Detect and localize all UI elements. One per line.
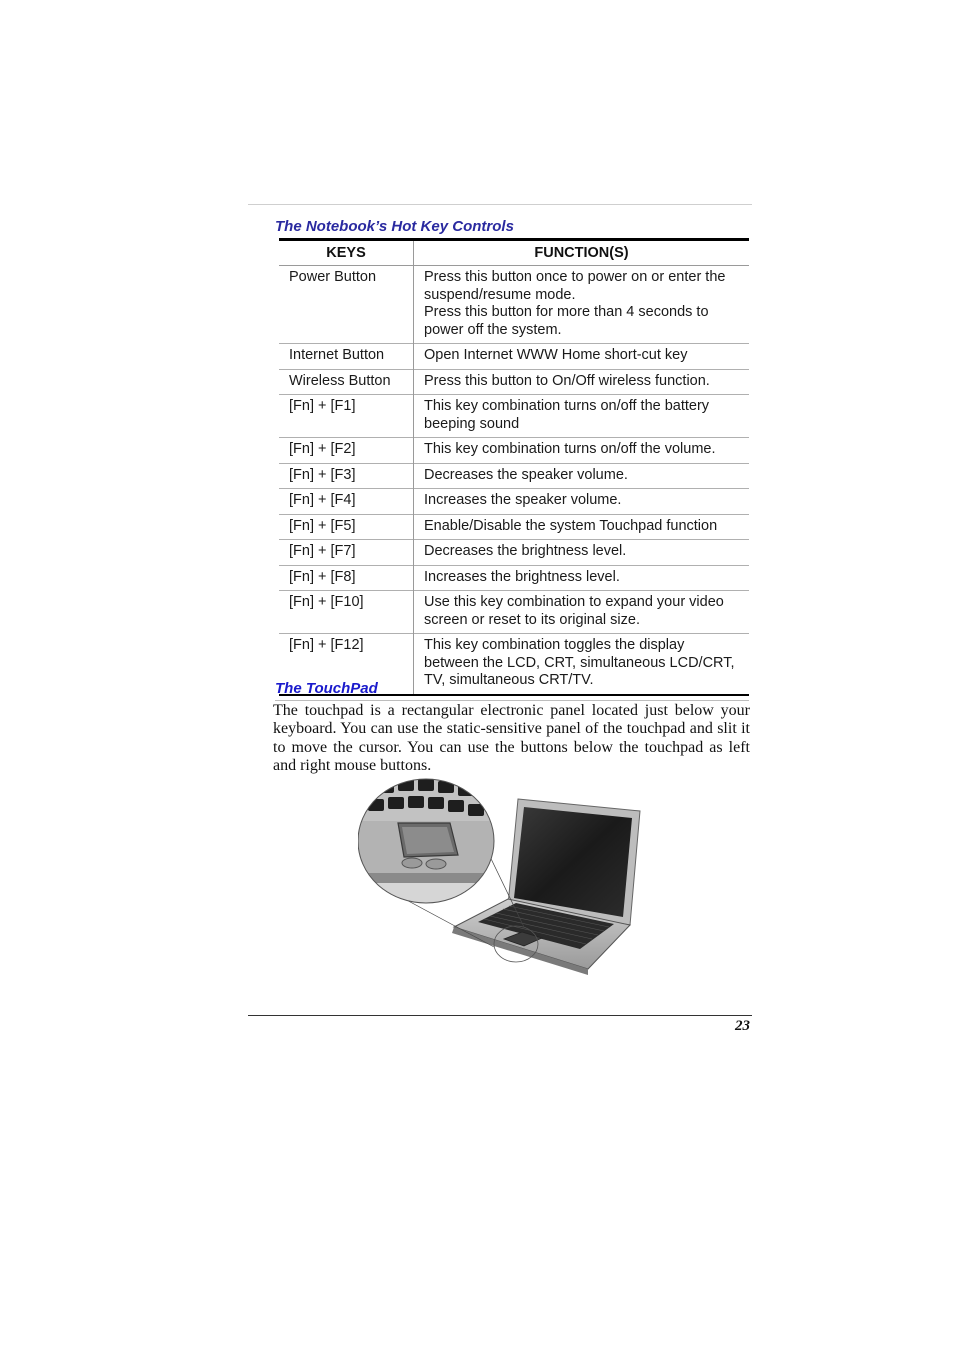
touchpad-paragraph: The touchpad is a rectangular electronic panel located just below your keyboard. You can use the static-sensitive panel of the touchpad and slit it to move the cursor. You can use the buttons below the touchpad as left and right mouse buttons. xyxy=(273,702,750,775)
table-row xyxy=(279,463,749,489)
function-cell: Press this button to On/Off wireless function. xyxy=(414,369,750,395)
key-cell: [Fn] + [F2] xyxy=(279,438,414,464)
table-row xyxy=(279,540,749,566)
touchpad-heading: The TouchPad xyxy=(275,680,378,697)
table-row xyxy=(279,514,749,540)
key-cell: [Fn] + [F5] xyxy=(279,514,414,540)
table-row xyxy=(279,395,749,438)
table-row xyxy=(279,591,749,634)
header-rule xyxy=(248,204,752,205)
table-row xyxy=(279,438,749,464)
function-text: Press this button once to power on or enter the suspend/resume mode. xyxy=(424,269,726,303)
function-cell: Decreases the brightness level. xyxy=(414,540,750,566)
table-row xyxy=(279,489,749,515)
function-cell xyxy=(414,266,750,344)
key-cell: [Fn] + [F8] xyxy=(279,565,414,591)
key-cell: Wireless Button xyxy=(279,369,414,395)
key-cell: [Fn] + [F4] xyxy=(279,489,414,515)
function-cell: Decreases the speaker volume. xyxy=(414,463,750,489)
key-cell: [Fn] + [F12] xyxy=(279,634,414,695)
function-text-2: Press this button for more than 4 seconds to power off the system. xyxy=(424,304,709,338)
hotkeys-heading: The Notebook’s Hot Key Controls xyxy=(275,218,514,235)
function-cell: Increases the brightness level. xyxy=(414,565,750,591)
function-cell: Use this key combination to expand your video screen or reset to its original size. xyxy=(414,591,750,634)
table-row xyxy=(279,369,749,395)
footer-rule xyxy=(248,1015,752,1016)
touchpad-heading-rule xyxy=(275,700,749,701)
keys-column-header: KEYS xyxy=(279,240,414,266)
key-cell: [Fn] + [F7] xyxy=(279,540,414,566)
table-header-row xyxy=(279,240,749,266)
key-cell: [Fn] + [F1] xyxy=(279,395,414,438)
table-row xyxy=(279,344,749,370)
function-cell: Open Internet WWW Home short-cut key xyxy=(414,344,750,370)
table-row xyxy=(279,565,749,591)
page-number: 23 xyxy=(735,1018,750,1034)
function-cell: This key combination turns on/off the battery beeping sound xyxy=(414,395,750,438)
key-cell: Power Button xyxy=(279,266,414,344)
key-cell: Internet Button xyxy=(279,344,414,370)
hotkeys-table xyxy=(279,238,749,696)
laptop-touchpad-illustration xyxy=(358,777,642,977)
key-cell: [Fn] + [F3] xyxy=(279,463,414,489)
function-cell: Increases the speaker volume. xyxy=(414,489,750,515)
function-cell: Enable/Disable the system Touchpad function xyxy=(414,514,750,540)
key-cell: [Fn] + [F10] xyxy=(279,591,414,634)
functions-column-header: FUNCTION(S) xyxy=(414,240,750,266)
function-cell: This key combination turns on/off the volume. xyxy=(414,438,750,464)
table-row xyxy=(279,266,749,344)
function-cell: This key combination toggles the display between the LCD, CRT, simultaneous LCD/CRT, TV, simultaneous CRT/TV. xyxy=(414,634,750,695)
